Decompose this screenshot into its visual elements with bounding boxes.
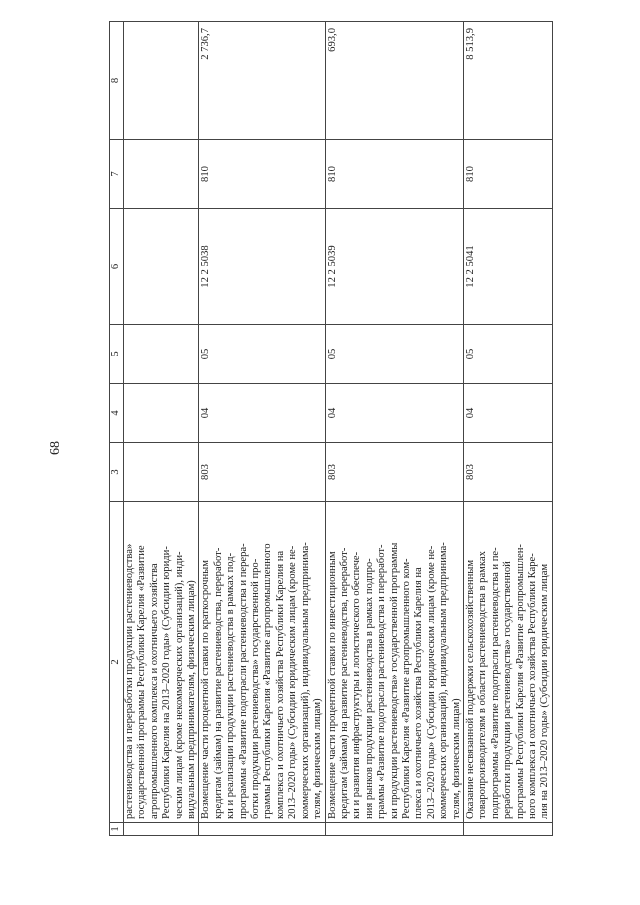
- section-code: 04: [325, 384, 463, 443]
- amount: 693,0: [325, 22, 463, 140]
- expense-type-code: 810: [199, 140, 325, 209]
- target-article-code: 12 2 5039: [325, 209, 463, 325]
- table-row: [199, 22, 325, 836]
- expense-type-code: 810: [325, 140, 463, 209]
- column-header-5: 5: [110, 325, 124, 384]
- column-header-4: 4: [110, 384, 124, 443]
- target-article-code: 12 2 5041: [463, 209, 552, 325]
- amount: 2 736,7: [199, 22, 325, 140]
- column-header-7: 7: [110, 140, 124, 209]
- table-row: [325, 22, 463, 836]
- row-index-cell: [325, 823, 463, 836]
- ministry-code: 803: [463, 443, 552, 502]
- subsection-code: 05: [325, 325, 463, 384]
- target-article-code: [124, 209, 199, 325]
- table-row: [124, 22, 199, 836]
- ministry-code: 803: [325, 443, 463, 502]
- row-index-cell: [463, 823, 552, 836]
- section-code: 04: [463, 384, 552, 443]
- amount: [124, 22, 199, 140]
- column-header-6: 6: [110, 209, 124, 325]
- expense-type-code: 810: [463, 140, 552, 209]
- amount: 8 513,9: [463, 22, 552, 140]
- column-header-3: 3: [110, 443, 124, 502]
- row-index-cell: [124, 823, 199, 836]
- subsection-code: 05: [463, 325, 552, 384]
- section-code: 04: [199, 384, 325, 443]
- row-description: Возмещение части процентной ставки по инвестиционным кредитам (займам) на развитие растениеводства, переработ- ки и развития инфраструктуры и логистического обеспече- ния рынков продукции растениеводства в рамках подпро- граммы «Развитие подотрасли растениеводства и переработ- ки продукции растениеводства» государственной программы Республики Карелия «Развитие агропромышленного ком- плекса и охотничьего хозяйства Республики Карелия на 2013–2020 годы» (Субсидии юридическим лицам (кроме не- коммерческих организаций), индивидуальным предпринима- телям, физическим лицам): [325, 502, 463, 823]
- row-description: растениеводства и переработки продукции растениеводства» государственной программы Республики Карелия «Развитие агропромышленного комплекса и охотничьего хозяйства Республики Карелия на 2013–2020 годы» (Субсидии юриди- ческим лицам (кроме некоммерческих организаций), инди- видуальным предпринимателям, физическим лицам): [124, 502, 199, 823]
- section-code: [124, 384, 199, 443]
- subsection-code: 05: [199, 325, 325, 384]
- ministry-code: 803: [199, 443, 325, 502]
- column-header-8: 8: [110, 22, 124, 140]
- table-header-row: [110, 22, 124, 836]
- expense-type-code: [124, 140, 199, 209]
- row-description: Возмещение части процентной ставки по краткосрочным кредитам (займам) на развитие растениеводства, переработ- ки и реализации продукции растениеводства в рамках под- программы «Развитие подотрасли растениеводства и перера- ботки продукции растениеводства» государственной про- граммы Республики Карелия «Развитие агропромышленного комплекса и охотничьего хозяйства Республики Карелия на 2013–2020 годы» (Субсидии юридическим лицам (кроме не- коммерческих организаций), индивидуальным предпринима- телям, физическим лицам): [199, 502, 325, 823]
- column-header-2: 2: [110, 502, 124, 823]
- row-index-cell: [199, 823, 325, 836]
- ministry-code: [124, 443, 199, 502]
- page-number: 68: [48, 441, 63, 455]
- target-article-code: 12 2 5038: [199, 209, 325, 325]
- subsection-code: [124, 325, 199, 384]
- budget-table-rotated: [109, 28, 551, 836]
- budget-table: [109, 21, 553, 836]
- table-row: [463, 22, 552, 836]
- column-header-1: 1: [110, 823, 124, 836]
- row-description: Оказание несвязанной поддержки сельскохозяйственным товаропроизводителям в области растениеводства в рамках подпрограммы «Развитие подотрасли растениеводства и пе- реработки продукции растениеводства» государственной программы Республики Карелия «Развитие агропромышлен- ного комплекса и охотничьего хозяйства Республики Каре- лия на 2013–2020 годы» (Субсидии юридическим лицам: [463, 502, 552, 823]
